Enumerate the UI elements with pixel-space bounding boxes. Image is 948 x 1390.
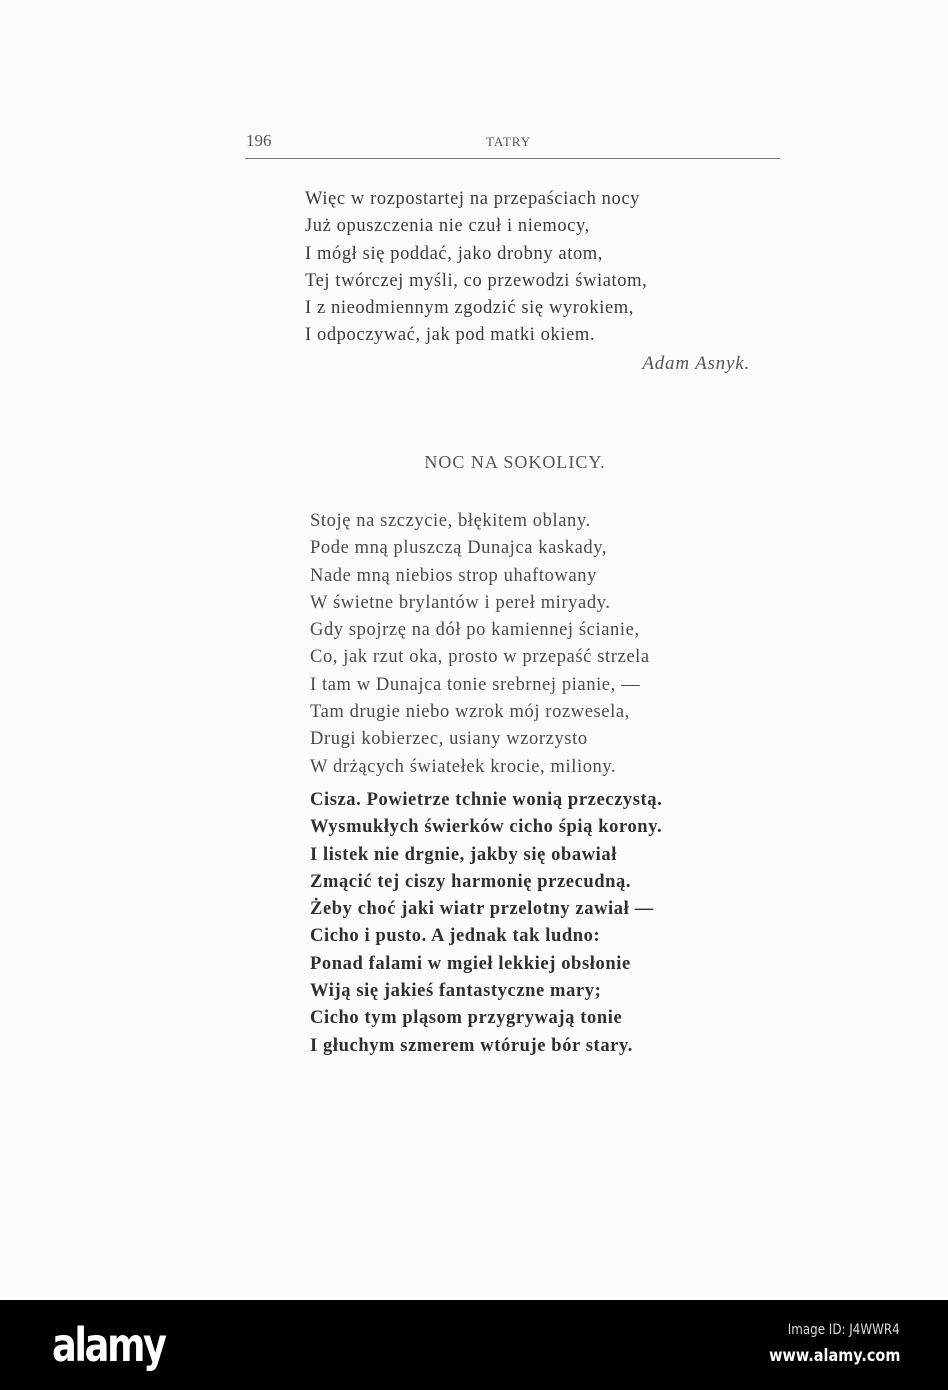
watermark-url: www.alamy.com	[768, 1346, 900, 1366]
verse-line: Pode mną pluszczą Dunajca kaskady,	[310, 538, 608, 559]
verse-line: Cicho tym pląsom przygrywają tonie	[310, 1008, 623, 1029]
page-number: 196	[246, 131, 272, 150]
verse-line: Wysmukłych świerków cicho śpią korony.	[310, 817, 663, 838]
verse-line: Już opuszczenia nie czuł i niemocy,	[305, 216, 590, 237]
verse-line: I mógł się poddać, jako drobny atom,	[305, 243, 604, 264]
verse-line: Cisza. Powietrze tchnie wonią przeczystą.	[310, 790, 663, 810]
watermark-bar	[0, 1300, 948, 1390]
poem-title: NOC NA SOKOLICY.	[424, 452, 606, 472]
verse-line: Zmącić tej ciszy harmonię przecudną.	[310, 871, 632, 892]
verse-line: W świetne brylantów i pereł miryady.	[310, 592, 611, 613]
image-id: Image ID: J4WWR4	[788, 1322, 900, 1338]
stanza-2	[310, 787, 662, 1060]
verse-line: Gdy spojrzę na dół po kamiennej ścianie,	[310, 620, 640, 641]
verse-line: Cicho i pusto. A jednak tak ludno:	[310, 926, 601, 947]
poem-author: Adam Asnyk.	[642, 353, 750, 374]
verse-line: Stoję na szczycie, błękitem oblany.	[310, 511, 591, 531]
verse-line: I głuchym szmerem wtóruje bór stary.	[310, 1035, 634, 1056]
verse-line: W drżących światełek krocie, miliony.	[310, 756, 617, 777]
verse-line: I z nieodmiennym zgodzić się wyrokiem,	[305, 298, 634, 319]
verse-line: Żeby choć jaki wiatr przelotny zawiał —	[310, 899, 654, 920]
verse-line: Więc w rozpostartej na przepaściach nocy	[305, 189, 641, 209]
verse-line: I listek nie drgnie, jakby się obawiał	[310, 844, 618, 865]
verse-line: Wiją się jakieś fantastyczne mary;	[310, 981, 602, 1002]
verse-line: I odpoczywać, jak pod matki okiem.	[305, 325, 596, 346]
verse-line: Tam drugie niebo wzrok mój rozwesela,	[310, 702, 630, 723]
stanza-1	[310, 508, 650, 781]
alamy-logo: alamy	[52, 1318, 165, 1372]
running-title: TATRY	[486, 134, 532, 149]
verse-line: Nade mną niebios strop uhaftowany	[310, 565, 597, 586]
verse-line: I tam w Dunajca tonie srebrnej pianie, —	[310, 674, 641, 695]
verse-line: Co, jak rzut oka, prosto w przepaść strzela	[310, 647, 650, 668]
poem-ending	[305, 186, 647, 350]
verse-line: Tej twórczej myśli, co przewodzi światom,	[305, 270, 648, 291]
header-rule	[245, 158, 780, 159]
verse-line: Ponad falami w mgieł lekkiej obsłonie	[310, 953, 631, 974]
verse-line: Drugi kobierzec, usiany wzorzysto	[310, 729, 588, 750]
